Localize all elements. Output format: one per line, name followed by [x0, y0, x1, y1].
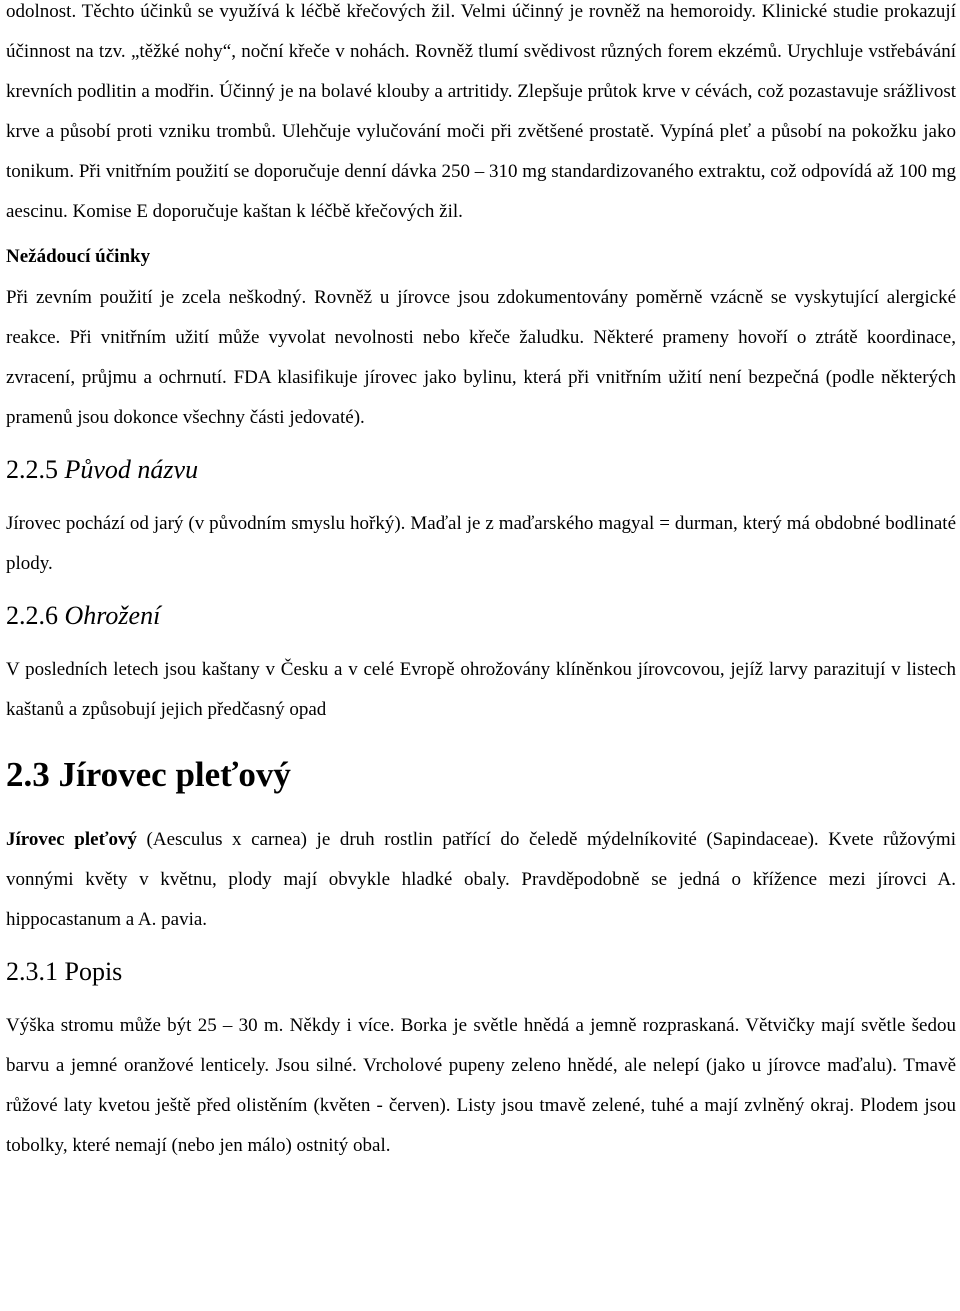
paragraph-side-effects: Při zevním použití je zcela neškodný. Rovněž u jírovce jsou zdokumentovány poměrně vzácně se vyskytující alergické reakce. Při vnitřním užití může vyvolat nevolnosti nebo křeče žaludku. Některé prameny hovoří o ztrátě koordinace, zvracení, průjmu a ochrnutí. FDA klasifikuje jírovec jako bylinu, která při vnitřním užití není bezpečná (podle některých pramenů jsou dokonce všechny části jedovaté).: [6, 287, 956, 428]
paragraph-description: Výška stromu může být 25 – 30 m. Někdy i více. Borka je světle hnědá a jemně rozpraskaná. Větvičky mají světle šedou barvu a jemné oranžové lenticely. Jsou silné. Vrcholové pupeny zeleno hnědé, ale nelepí (jako u jírovce maďalu). Tmavě růžové laty kvetou ještě před olistěním (květen - červen). Listy jsou tmavě zelené, tuhé a mají zvlněný okraj. Plodem jsou tobolky, které nemají (nebo jen málo) ostnitý obal.: [6, 1015, 956, 1156]
section-number: 2.2.6: [6, 601, 58, 630]
heading-side-effects: Nežádoucí účinky: [6, 246, 151, 267]
document-page: [6, 0, 956, 1166]
section-number: 2.3.1: [6, 957, 58, 986]
paragraph-name-origin: Jírovec pochází od jarý (v původním smyslu hořký). Maďal je z maďarského magyal = durman, který má obdobné bodlinaté plody.: [6, 513, 956, 574]
section-number: 2.2.5: [6, 455, 58, 484]
heading-2-3: 2.3 Jírovec pleťový: [6, 755, 291, 794]
bold-species-name: Jírovec pleťový: [6, 829, 137, 850]
paragraph-threat: V posledních letech jsou kaštany v Česku a v celé Evropě ohrožovány klíněnkou jírovcovou, jejíž larvy parazitují v listech kaštanů a způsobují jejich předčasný opad: [6, 659, 956, 720]
section-title: Ohrožení: [64, 601, 161, 630]
paragraph-effects-continued: odolnost. Těchto účinků se využívá k léčbě křečových žil. Velmi účinný je rovněž na hemoroidy. Klinické studie prokazují účinnost na tzv. „těžké nohy“, noční křeče v nohách. Rovněž tlumí svědivost různých forem ekzémů. Urychluje vstřebávání krevních podlitin a modřin. Účinný je na bolavé klouby a artritidy. Zlepšuje průtok krve v cévách, což pozastavuje srážlivost krve a působí proti vzniku trombů. Ulehčuje vylučování moči při zvětšené prostatě. Vypíná pleť a působí na pokožku jako tonikum. Při vnitřním použití se doporučuje denní dávka 250 – 310 mg standardizovaného extraktu, což odpovídá až 100 mg aescinu. Komise E doporučuje kaštan k léčbě křečových žil.: [6, 1, 956, 222]
heading-2-2-6: [6, 592, 956, 640]
section-title: Popis: [64, 957, 123, 986]
heading-2-2-5: [6, 446, 956, 494]
section-title: Původ názvu: [64, 455, 199, 484]
paragraph-aesculus-carnea: [6, 820, 956, 940]
paragraph-text: (Aesculus x carnea) je druh rostlin patřící do čeledě mýdelníkovité (Sapindaceae). Kvete růžovými vonnými květy v květnu, plody mají obvykle hladké obaly. Pravděpodobně se jedná o křížence mezi jírovci A. hippocastanum a A. pavia.: [6, 829, 956, 930]
heading-2-3-1: [6, 948, 956, 996]
